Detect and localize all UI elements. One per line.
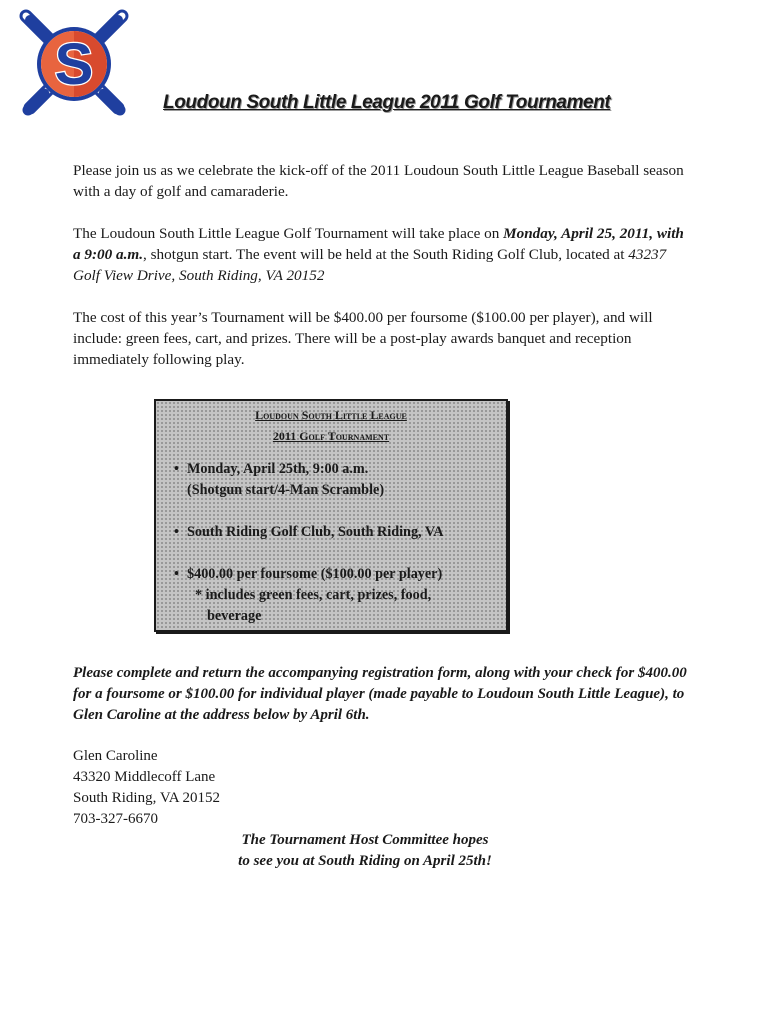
summary-box-heading — [156, 405, 506, 447]
event-address: 43237 Golf View Drive, South Riding, VA 20152 — [73, 246, 667, 284]
summary-list — [156, 459, 506, 627]
instructions-paragraph: Please complete and return the accompanying registration form, along with your check for $400.00 for a foursome or $100.00 for individual player (made payable to Loudoun South Little League), to Glen Caroline at the address below by April 6th. — [73, 665, 687, 723]
league-logo — [18, 8, 130, 120]
body-content — [73, 160, 693, 391]
summary-format-line: (Shotgun start/4-Man Scramble) — [187, 482, 385, 498]
details-mid: , shotgun start. The event will be held at the South Riding Golf Club, located at — [143, 246, 629, 263]
summary-includes-line2: beverage — [207, 608, 262, 624]
summary-item-date — [174, 459, 506, 501]
intro-paragraph: Please join us as we celebrate the kick-off of the 2011 Loudoun South Little League Baseball season with a day of golf and camaraderie. — [73, 162, 684, 200]
summary-cost-line: • $400.00 per foursome ($100.00 per player) — [187, 566, 443, 582]
closing-message — [0, 830, 730, 872]
contact-street: 43320 Middlecoff Lane — [73, 769, 216, 785]
details-paragraph — [73, 223, 693, 286]
summary-location-line: • South Riding Golf Club, South Riding, VA — [187, 524, 444, 540]
contact-city: South Riding, VA 20152 — [73, 790, 220, 806]
summary-date-line: • Monday, April 25th, 9:00 a.m. — [187, 461, 369, 477]
contact-name: Glen Caroline — [73, 748, 158, 764]
cost-paragraph: The cost of this year’s Tournament will be $400.00 per foursome ($100.00 per player), and will include: green fees, cart, and prizes. There will be a post-play awards banquet and reception immediately following play. — [73, 309, 653, 368]
details-lead: The Loudoun South Little League Golf Tournament will take place on — [73, 225, 504, 242]
summary-item-cost — [174, 564, 506, 627]
contact-phone: 703-327-6670 — [73, 811, 158, 827]
page-title: Loudoun South Little League 2011 Golf Tournament — [163, 92, 611, 113]
summary-includes-line: * includes green fees, cart, prizes, food, — [195, 587, 432, 603]
summary-heading-line1: Loudoun South Little League — [255, 408, 407, 422]
event-date-time: Monday, April 25, 2011, with a 9:00 a.m. — [73, 225, 684, 263]
summary-item-location — [174, 522, 506, 543]
closing-line1: The Tournament Host Committee hopes — [241, 832, 489, 848]
logo-letter: S — [54, 32, 94, 97]
closing-line2: to see you at South Riding on April 25th! — [238, 853, 492, 869]
summary-box — [154, 399, 508, 632]
summary-heading-line2: 2011 Golf Tournament — [272, 429, 390, 443]
contact-block — [73, 746, 220, 830]
